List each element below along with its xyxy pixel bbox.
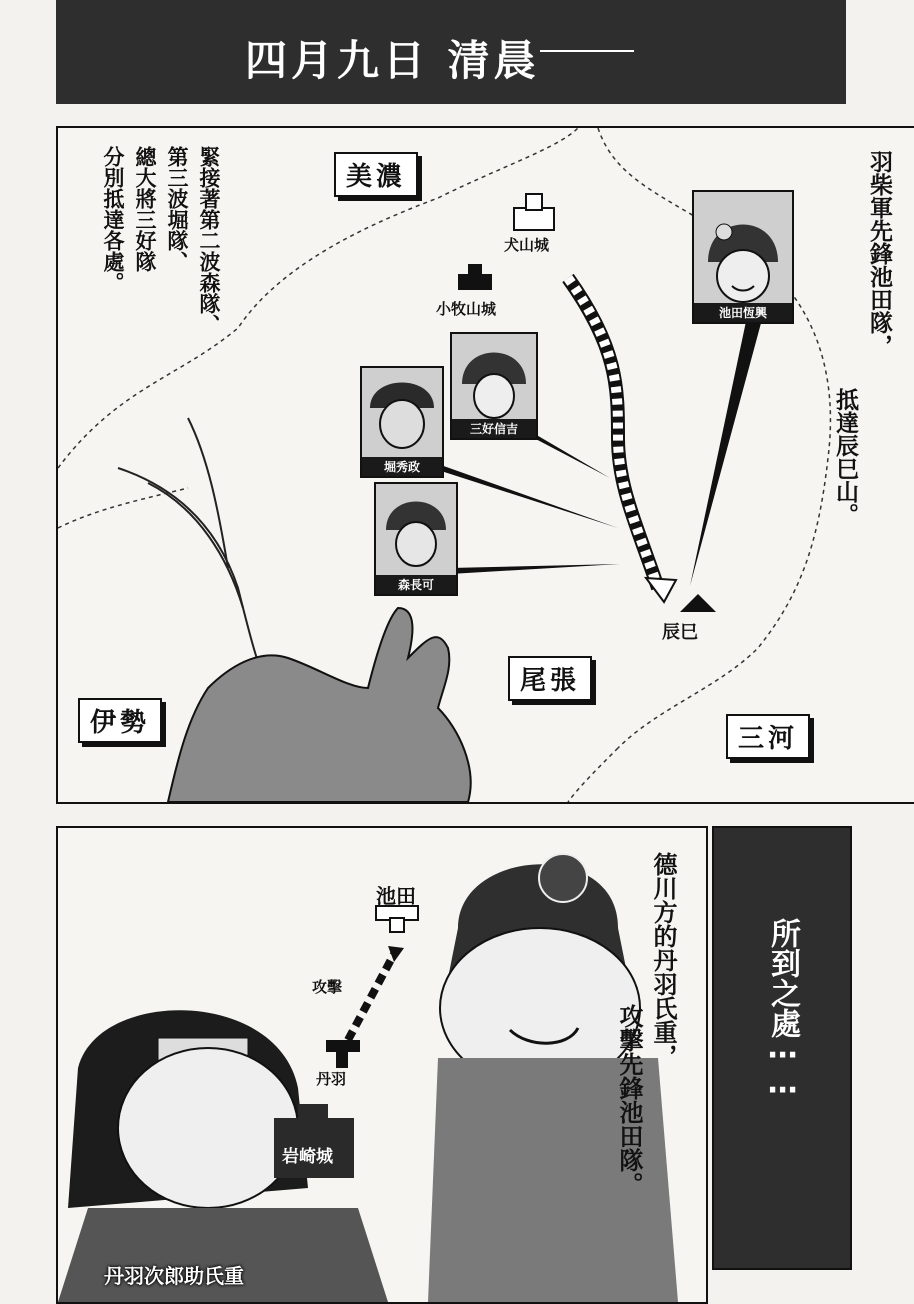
narration-text: 所到之處⋯⋯	[765, 918, 800, 1108]
banner-title: 四月九日 清晨	[245, 36, 540, 85]
portrait-miyoshi-label: 三好信吉	[452, 419, 536, 438]
narration-panel	[712, 826, 852, 1270]
battle-caption-line-2: 攻擊先鋒池田隊。	[615, 1004, 643, 1196]
label-niwa: 丹羽	[316, 1070, 347, 1088]
region-mikawa: 三河	[726, 714, 810, 759]
portrait-hori	[360, 366, 444, 478]
left-caption-line-3: 總大將三好隊	[133, 146, 157, 272]
place-tatsumi: 辰巳	[662, 622, 698, 643]
name-plate-niwa: 丹羽次郎助氏重	[104, 1264, 244, 1288]
region-mino: 美濃	[334, 152, 418, 197]
portrait-mori-label: 森長可	[376, 575, 456, 594]
region-owari: 尾張	[508, 656, 592, 701]
battle-caption-line-1: 德川方的丹羽氏重，	[649, 852, 677, 1068]
region-ise: 伊勢	[78, 698, 162, 743]
right-caption-line-1: 羽柴軍先鋒池田隊，	[866, 150, 892, 357]
right-caption-line-2: 抵達辰巳山。	[832, 388, 858, 526]
portrait-miyoshi	[450, 332, 538, 440]
portrait-hori-label: 堀秀政	[362, 457, 442, 476]
place-inuyama: 犬山城	[504, 236, 550, 254]
portrait-mori	[374, 482, 458, 596]
place-komaki: 小牧山城	[436, 300, 497, 318]
banner-dash	[540, 50, 634, 52]
portrait-ikeda-label: 池田恆興	[694, 303, 792, 322]
label-attack: 攻擊	[312, 978, 343, 996]
map-panel	[56, 126, 914, 804]
left-caption-line-1: 緊接著第二波森隊、	[197, 146, 221, 335]
left-caption-line-4: 分別抵達各處。	[101, 146, 125, 293]
portrait-ikeda	[692, 190, 794, 324]
battle-panel	[56, 826, 708, 1304]
label-iwasaki: 岩崎城	[282, 1147, 333, 1167]
label-ikeda: 池田	[376, 884, 416, 908]
left-caption-line-2: 第三波堀隊、	[165, 146, 189, 272]
